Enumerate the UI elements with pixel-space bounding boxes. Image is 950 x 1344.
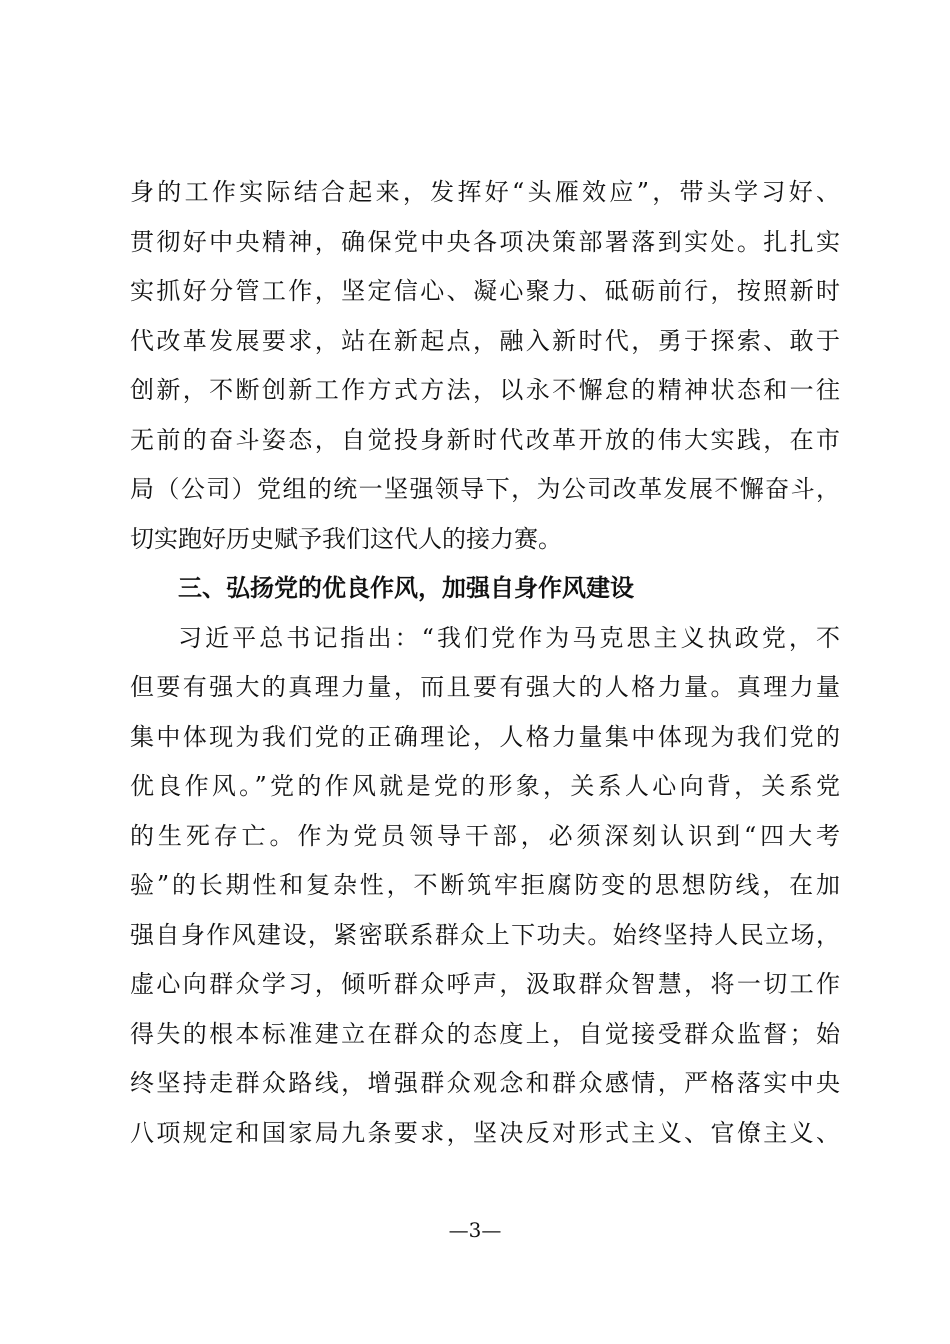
text-line: 习近平总书记指出：“我们党作为马克思主义执政党，不 xyxy=(178,623,840,652)
section-heading: 三、弘扬党的优良作风，加强自身作风建设 xyxy=(178,574,634,602)
text-line: 的生死存亡。作为党员领导干部，必须深刻认识到“四大考 xyxy=(130,821,840,850)
text-line: 八项规定和国家局九条要求，坚决反对形式主义、官僚主义、 xyxy=(130,1118,840,1147)
text-line: 贯彻好中央精神，确保党中央各项决策部署落到实处。扎扎实 xyxy=(130,227,840,256)
text-line: 得失的根本标准建立在群众的态度上，自觉接受群众监督；始 xyxy=(130,1019,840,1048)
text-line: 实抓好分管工作，坚定信心、凝心聚力、砥砺前行，按照新时 xyxy=(130,277,840,305)
text-line: 验”的长期性和复杂性，不断筑牢拒腐防变的思想防线，在加 xyxy=(130,871,840,899)
text-line: 局（公司）党组的统一坚强领导下，为公司改革发展不懈奋斗， xyxy=(130,475,840,503)
text-line: 但要有强大的真理力量，而且要有强大的人格力量。真理力量 xyxy=(130,673,840,701)
text-line: 身的工作实际结合起来，发挥好“头雁效应”，带头学习好、 xyxy=(130,178,840,206)
text-line: 无前的奋斗姿态，自觉投身新时代改革开放的伟大实践，在市 xyxy=(130,425,840,454)
text-line: 代改革发展要求，站在新起点，融入新时代，勇于探索、敢于 xyxy=(130,326,840,355)
text-line: 集中体现为我们党的正确理论，人格力量集中体现为我们党的 xyxy=(130,722,840,751)
text-line: 强自身作风建设，紧密联系群众上下功夫。始终坚持人民立场， xyxy=(130,920,840,949)
text-line: 创新，不断创新工作方式方法，以永不懈怠的精神状态和一往 xyxy=(130,376,840,404)
text-line: 终坚持走群众路线，增强群众观念和群众感情，严格落实中央 xyxy=(130,1069,840,1097)
page-number: —3— xyxy=(448,1218,502,1242)
text-line: 优良作风。”党的作风就是党的形象，关系人心向背，关系党 xyxy=(130,772,840,800)
text-line: 切实跑好历史赋予我们这代人的接力赛。 xyxy=(130,524,562,553)
body-text xyxy=(130,168,840,1158)
text-line: 虚心向群众学习，倾听群众呼声，汲取群众智慧，将一切工作 xyxy=(130,970,840,998)
